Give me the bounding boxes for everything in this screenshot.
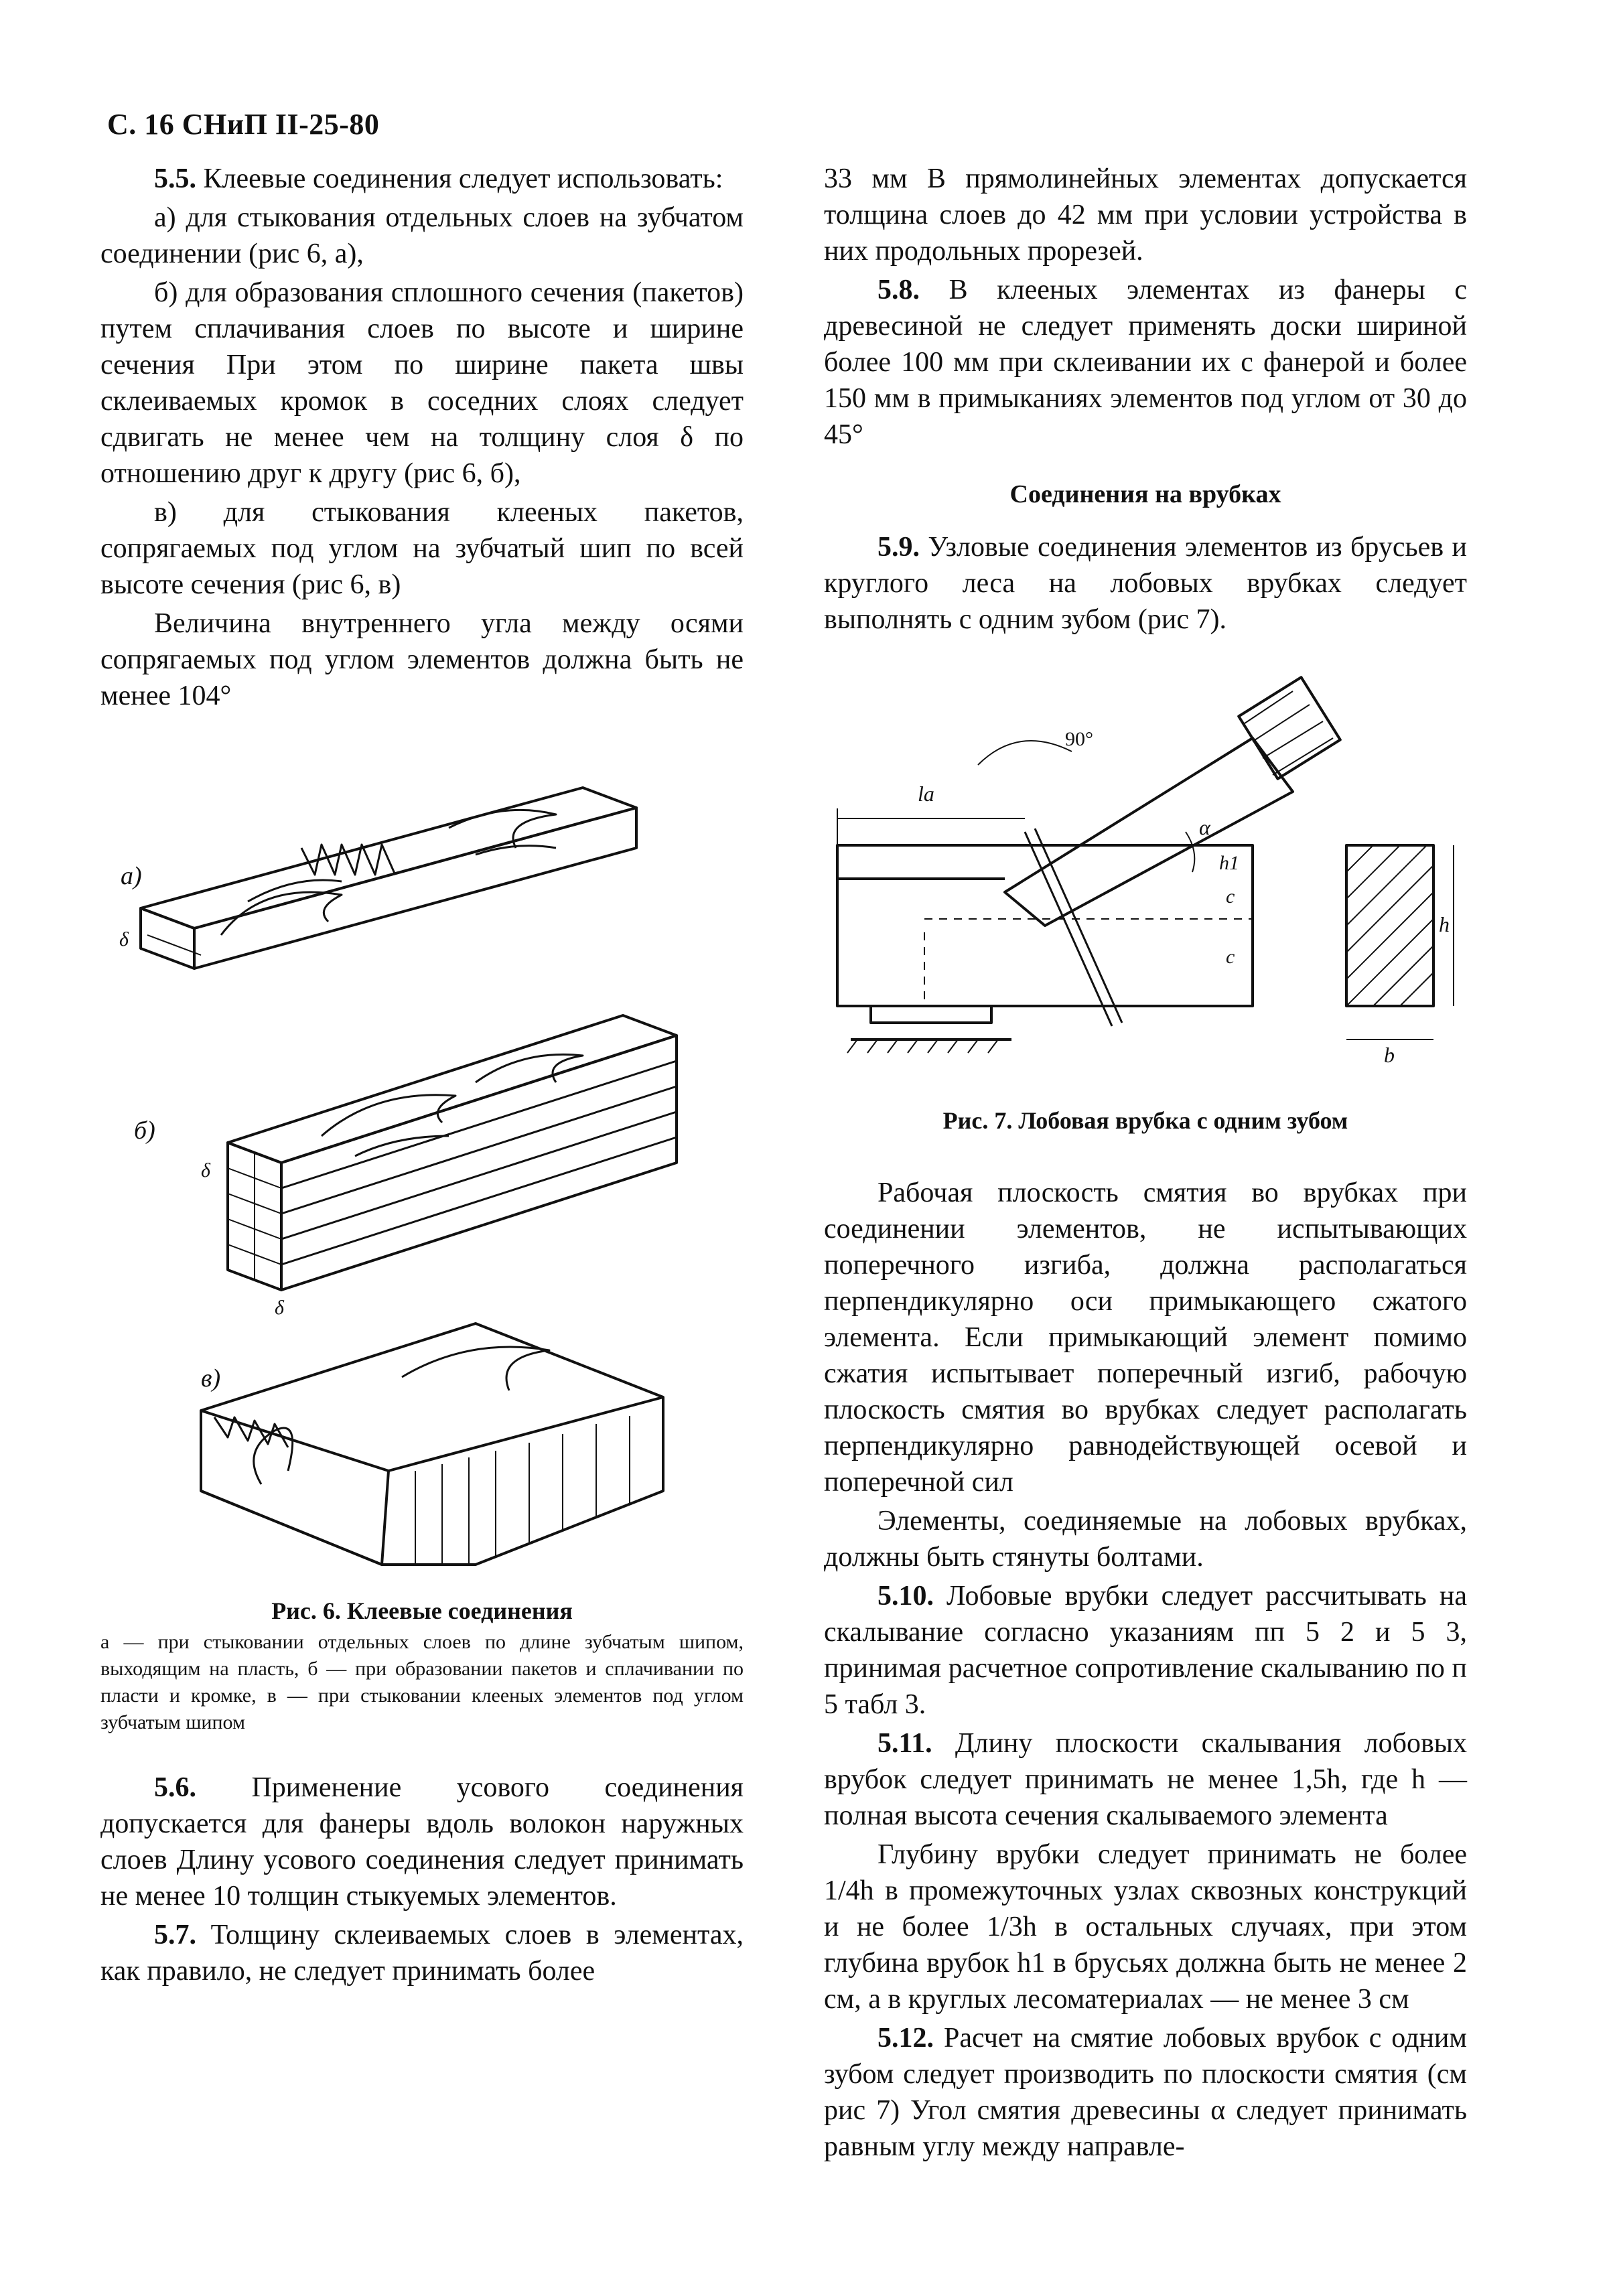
board-v bbox=[201, 1323, 663, 1565]
paragraph-5-8 bbox=[824, 272, 1467, 453]
clause-number: 5.5. bbox=[154, 163, 196, 194]
paragraph-5-10 bbox=[824, 1578, 1467, 1723]
paragraph-5-7 bbox=[100, 1917, 744, 1989]
figure-7-b: b bbox=[1384, 1043, 1395, 1067]
list-item-v: в) для стыкования клееных пакетов, сопрягаемых под углом на зубчатый шип по всей высоте сечения (рис 6, в) bbox=[100, 497, 744, 600]
paragraph-5-6 bbox=[100, 1770, 744, 1914]
figure-7-c2: c bbox=[1226, 946, 1235, 968]
paragraph-5-12 bbox=[824, 2020, 1467, 2165]
figure-6-label-a: а) bbox=[121, 862, 142, 890]
paragraph-5-11 bbox=[824, 1725, 1467, 1834]
section-heading: Соединения на врубках bbox=[1009, 480, 1281, 508]
clause-text: Длину плоскости скалывания лобовых врубок следует принимать не менее 1,5h, где h — полная высота сечения скалываемого элемента bbox=[824, 1728, 1467, 1831]
paragraph-5-7-continued: 33 мм В прямолинейных элементах допускается толщина слоев до 42 мм при условии устройства в них продольных прорезей. bbox=[824, 163, 1467, 267]
figure-6-delta-b2: δ bbox=[275, 1297, 284, 1319]
clause-text: Узловые соединения элементов из брусьев и круглого леса на лобовых врубках следует выполнять с одним зубом (рис 7). bbox=[824, 532, 1467, 635]
clause-number: 5.7. bbox=[154, 1920, 196, 1950]
clause-number: 5.6. bbox=[154, 1772, 196, 1803]
figure-7-drawing bbox=[824, 664, 1467, 1093]
board-b bbox=[228, 1015, 677, 1290]
clause-text: В клееных элементах из фанеры с древесиной не следует применять доски шириной более 100 мм при склеивании их с фанерой и более 150 мм в примыканиях элементов под углом от 30 до 45° bbox=[824, 275, 1467, 450]
paragraph-5-9 bbox=[824, 529, 1467, 638]
clause-number: 5.8. bbox=[878, 275, 920, 305]
figure-7-h: h bbox=[1439, 912, 1450, 936]
figure-7 bbox=[824, 664, 1467, 1093]
board-a bbox=[141, 788, 636, 968]
page-header: С. 16 СНиП II-25-80 bbox=[107, 108, 380, 141]
figure-7-h1: h1 bbox=[1219, 852, 1239, 874]
figure-7-title: Рис. 7. Лобовая врубка с одним зубом bbox=[942, 1107, 1348, 1134]
clause-number: 5.11. bbox=[878, 1728, 932, 1759]
figure-7-la: lа bbox=[918, 782, 934, 806]
clause-text: Расчет на смятие лобовых врубок с одним зубом следует производить по плоскости смятия (см рис 7) Угол смятия древесины α следует принимать равным углу между направле- bbox=[824, 2023, 1467, 2162]
figure-7-alpha: α bbox=[1199, 815, 1210, 839]
clause-text: Применение усового соединения допускается для фанеры вдоль волокон наружных слоев Длину усового соединения следует принимать не менее 10 толщин стыкуемых элементов. bbox=[100, 1772, 744, 1912]
right-column bbox=[824, 161, 1467, 2167]
clause-text: Лобовые врубки следует рассчитывать на скалывание согласно указаниям пп 5 2 и 5 3, принимая расчетное сопротивление скалыванию по п 5 табл 3. bbox=[824, 1581, 1467, 1720]
list-item-a: а) для стыкования отдельных слоев на зубчатом соединении (рис 6, а), bbox=[100, 202, 744, 269]
figure-6-delta-b: δ bbox=[201, 1159, 210, 1181]
figure-6-label-v: в) bbox=[201, 1364, 221, 1392]
left-column bbox=[100, 161, 744, 1992]
clause-text: Клеевые соединения следует использовать: bbox=[196, 163, 723, 194]
figure-7-angle-90: 90° bbox=[1065, 728, 1093, 750]
list-item-b: б) для образования сплошного сечения (пакетов) путем сплачивания слоев по высоте и ширине сечения При этом по ширине пакета швы склеиваемых кромок в соседних слоях следует сдвигать не менее чем на толщину слоя δ по отношению друг к другу (рис 6, б), bbox=[100, 277, 744, 489]
figure-6-delta-a: δ bbox=[119, 928, 129, 950]
paragraph-5-5 bbox=[100, 161, 744, 197]
figure-6-label-b: б) bbox=[134, 1117, 155, 1145]
figure-7-c1: c bbox=[1226, 885, 1235, 908]
paragraph-angle: Величина внутреннего угла между осями сопрягаемых под углом элементов должна быть не менее 104° bbox=[100, 608, 744, 711]
paragraph-working-plane: Рабочая плоскость смятия во врубках при соединении элементов, не испытывающих поперечного изгиба, должна располагаться перпендикулярно оси примыкающего сжатого элемента. Если примыкающий элемент помимо сжатия испытывает поперечный изгиб, рабочую плоскость смятия во врубках следует располагать перпендикулярно равнодействующей осевой и поперечной сил bbox=[824, 1177, 1467, 1498]
figure-6-drawing bbox=[100, 734, 744, 1591]
figure-6 bbox=[100, 734, 744, 1591]
clause-number: 5.9. bbox=[878, 532, 920, 563]
paragraph-depth: Глубину врубки следует принимать не более 1/4h в промежуточных узлах сквозных конструкций и не более 1/3h в остальных случаях, при этом глубина врубок h1 в брусьях должна быть не менее 2 см, а в круглых лесоматериалах — не менее 3 см bbox=[824, 1839, 1467, 2015]
figure-6-caption: а — при стыковании отдельных слоев по длине зубчатым шипом, выходящим на пласть, б — при образовании пакетов и сплачивании по пласти и кромке, в — при стыковании клееных элементов под углом зубчатым шипом bbox=[100, 1631, 744, 1733]
clause-number: 5.12. bbox=[878, 2023, 934, 2054]
paragraph-bolts: Элементы, соединяемые на лобовых врубках, должны быть стянуты болтами. bbox=[824, 1506, 1467, 1573]
clause-text: Толщину склеиваемых слоев в элементах, как правило, не следует принимать более bbox=[100, 1920, 744, 1987]
clause-number: 5.10. bbox=[878, 1581, 934, 1611]
figure-6-title: Рис. 6. Клеевые соединения bbox=[271, 1597, 573, 1624]
